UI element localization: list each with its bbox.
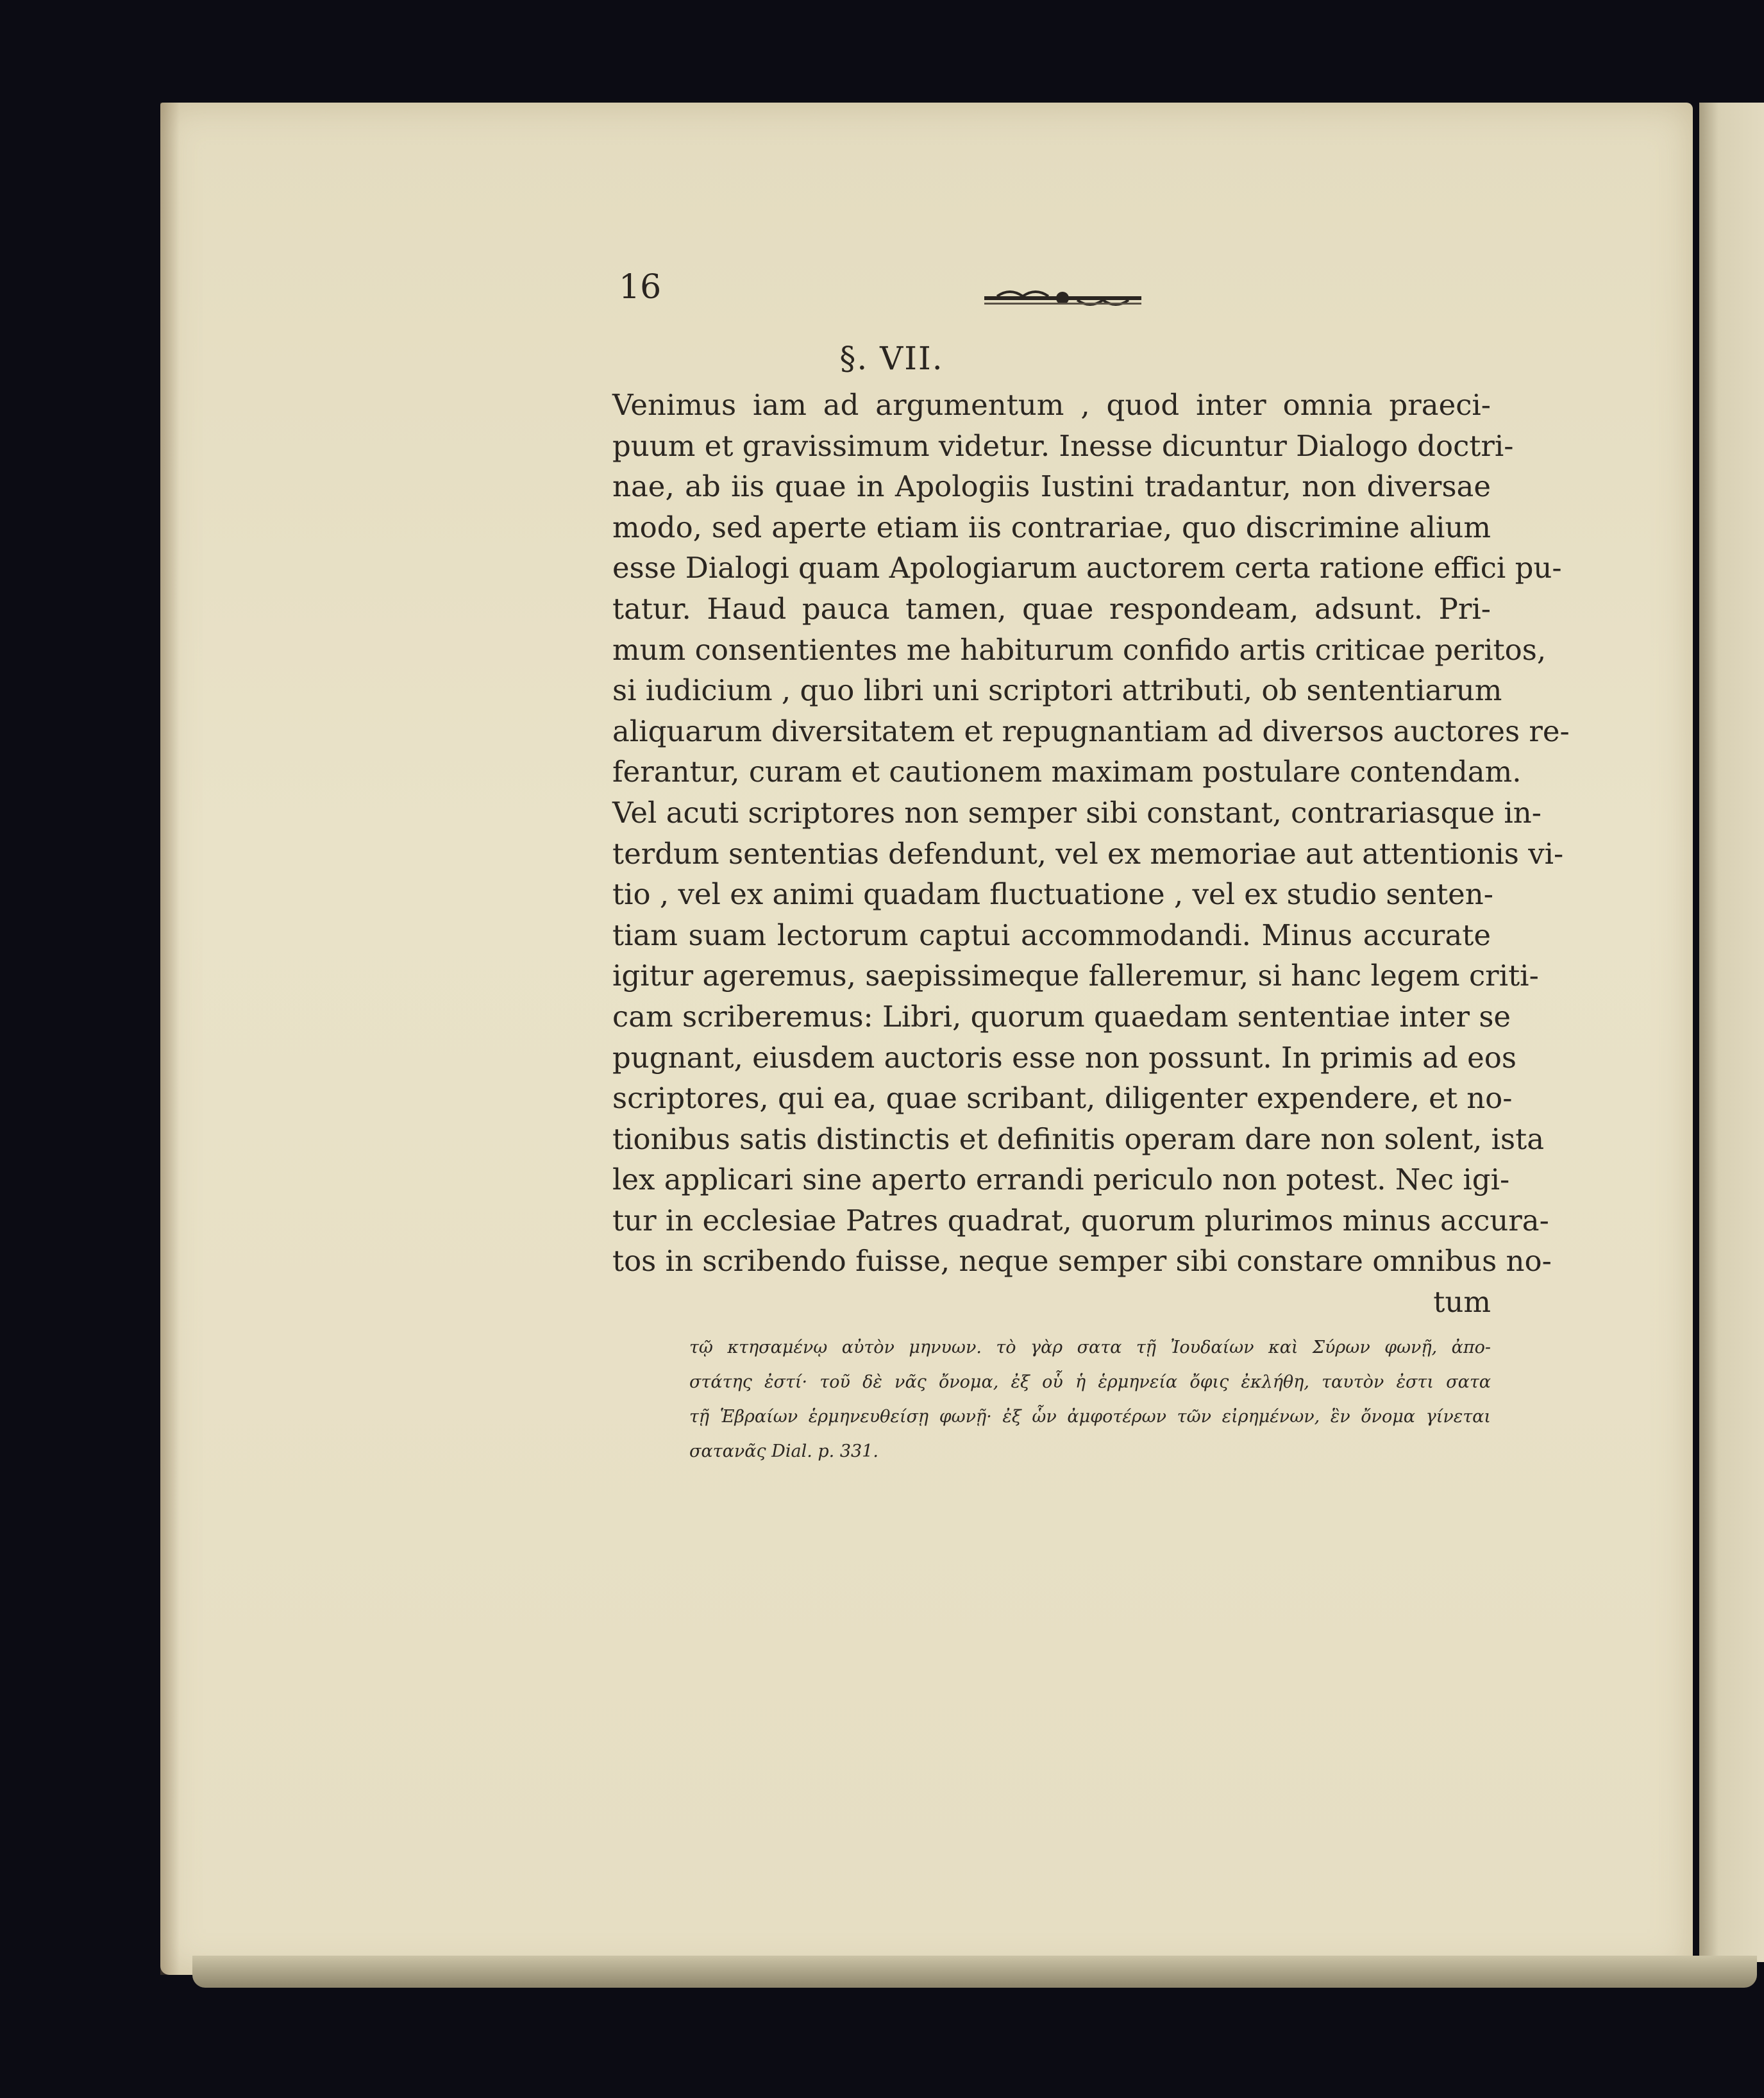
footnote-line: τῇ Ἑβραίων ἑρμηνευθείσῃ φωνῇ· ἐξ ὧν ἀμφοτέρων τῶν εἰρημένων, ἓν ὄνομα γίνεται: [689, 1407, 1491, 1427]
text-line: mum consentientes me habiturum confido artis criticae peritos,: [612, 632, 1547, 667]
text-line: tos in scribendo fuisse, neque semper sibi constare omnibus no-: [612, 1244, 1552, 1279]
footnote-line: τῷ κτησαμένῳ αὐτὸν μηνυων. τὸ γὰρ σατα τῇ Ἰουδαίων καὶ Σύρων φωνῇ, ἀπο-: [689, 1338, 1491, 1357]
footnote-line: στάτης ἐστί· τοῦ δὲ νᾶς ὄνομα, ἐξ οὗ ἡ ἑρμηνεία ὄφις ἐκλήθη, ταυτὸν ἐστι σατα: [689, 1372, 1491, 1392]
catchword: tum: [1433, 1285, 1491, 1320]
text-line: Venimus iam ad argumentum , quod inter omnia praeci-: [612, 388, 1491, 422]
text-line: cam scriberemus: Libri, quorum quaedam sententiae inter se: [612, 999, 1511, 1034]
text-line: modo, sed aperte etiam iis contrariae, quo discrimine alium: [612, 510, 1491, 544]
facing-page-edge: [1699, 103, 1764, 1962]
page-number: 16: [619, 268, 662, 306]
section-heading: §. VII.: [839, 340, 944, 377]
text-line: lex applicari sine aperto errandi periculo non potest. Nec igi-: [612, 1162, 1510, 1197]
text-line: tiam suam lectorum captui accommodandi. Minus accurate: [612, 918, 1491, 952]
text-line: si iudicium , quo libri uni scriptori attributi, ob sententiarum: [612, 673, 1502, 708]
text-line: ferantur, curam et cautionem maximam postulare contendam.: [612, 755, 1522, 789]
text-line: tatur. Haud pauca tamen, quae respondeam, adsunt. Pri-: [612, 591, 1491, 626]
page-shadow: [160, 103, 180, 1975]
footnote: [689, 1330, 1491, 1469]
text-line: aliquarum diversitatem et repugnantiam ad diversos auctores re-: [612, 714, 1570, 748]
text-line: igitur ageremus, saepissimeque falleremur, si hanc legem criti-: [612, 959, 1539, 993]
text-line: Vel acuti scriptores non semper sibi constant, contrariasque in-: [612, 795, 1541, 830]
text-line: tur in ecclesiae Patres quadrat, quorum plurimos minus accura-: [612, 1203, 1549, 1238]
text-line: pugnant, eiusdem auctoris esse non possunt. In primis ad eos: [612, 1040, 1516, 1075]
text-line: esse Dialogi quam Apologiarum auctorem certa ratione effici pu-: [612, 551, 1562, 585]
text-line: scriptores, qui ea, quae scribant, diligenter expendere, et no-: [612, 1081, 1513, 1116]
text-line: tionibus satis distinctis et definitis operam dare non solent, ista: [612, 1121, 1545, 1156]
text-line: puum et gravissimum videtur. Inesse dicuntur Dialogo doctri-: [612, 428, 1514, 463]
text-line: terdum sententias defendunt, vel ex memoriae aut attentionis vi-: [612, 836, 1564, 871]
text-line: tio , vel ex animi quadam fluctuatione , vel ex studio senten-: [612, 877, 1493, 912]
footnote-line: σατανᾶς Dial. p. 331.: [689, 1441, 878, 1461]
text-line: nae, ab iis quae in Apologiis Iustini tradantur, non diversae: [612, 469, 1491, 504]
header-ornament: [984, 283, 1141, 313]
page-bottom-edge: [192, 1956, 1757, 1988]
main-text: [612, 385, 1570, 1323]
